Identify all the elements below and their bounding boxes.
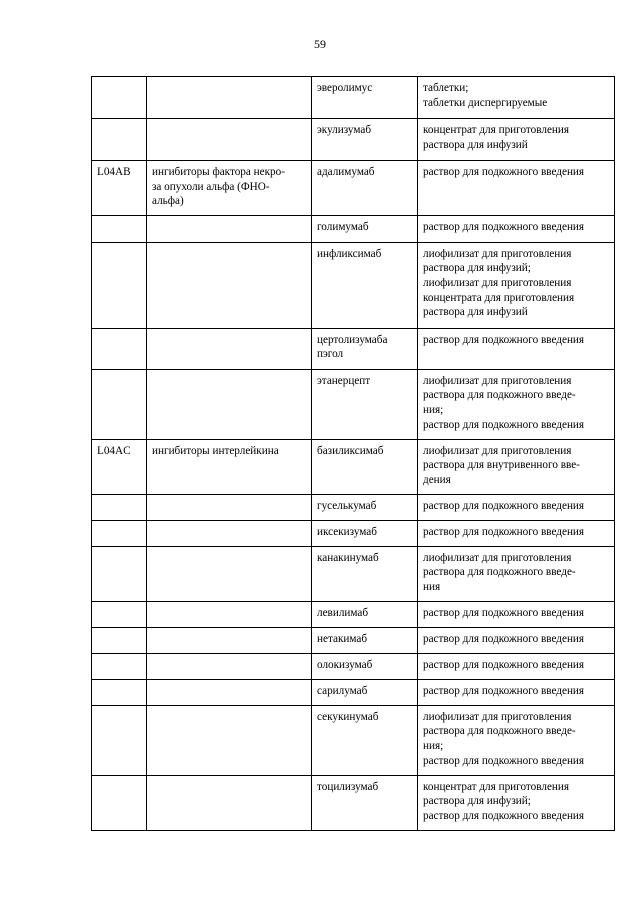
drug-name-cell: базиликсимаб — [312, 439, 418, 494]
group-cell — [147, 679, 312, 705]
table-row — [92, 77, 615, 119]
dosage-form-cell: концентрат для приготовления раствора для инфузий — [418, 119, 615, 161]
atc-code-cell — [92, 369, 147, 439]
dosage-form-cell: лиофилизат для приготовления раствора для подкожного введе- ния; раствор для подкожного введения — [418, 369, 615, 439]
atc-code-cell — [92, 679, 147, 705]
atc-code-cell — [92, 242, 147, 328]
atc-code-cell — [92, 77, 147, 119]
group-cell — [147, 627, 312, 653]
group-cell — [147, 242, 312, 328]
drug-name-cell: секукинумаб — [312, 705, 418, 775]
atc-code-cell — [92, 215, 147, 242]
table-row — [92, 546, 615, 601]
dosage-form-cell: концентрат для приготовления раствора для инфузий; раствор для подкожного введения — [418, 775, 615, 830]
table-row — [92, 775, 615, 830]
drug-name-cell: олокизумаб — [312, 653, 418, 679]
group-cell — [147, 494, 312, 520]
group-cell — [147, 369, 312, 439]
table-row — [92, 119, 615, 161]
atc-code-cell — [92, 775, 147, 830]
table-row — [92, 679, 615, 705]
dosage-form-cell: лиофилизат для приготовления раствора для внутривенного вве- дения — [418, 439, 615, 494]
drug-name-cell: гуселькумаб — [312, 494, 418, 520]
drug-name-cell: экулизумаб — [312, 119, 418, 161]
drug-table — [91, 76, 615, 831]
dosage-form-cell: раствор для подкожного введения — [418, 328, 615, 369]
table-row — [92, 215, 615, 242]
dosage-form-cell: таблетки; таблетки диспергируемые — [418, 77, 615, 119]
atc-code-cell — [92, 494, 147, 520]
group-cell — [147, 520, 312, 546]
group-cell — [147, 653, 312, 679]
page-number: 59 — [314, 37, 326, 51]
drug-name-cell: нетакимаб — [312, 627, 418, 653]
drug-name-cell: канакинумаб — [312, 546, 418, 601]
drug-name-cell: этанерцепт — [312, 369, 418, 439]
drug-name-cell: сарилумаб — [312, 679, 418, 705]
table-row — [92, 161, 615, 216]
atc-code-cell — [92, 653, 147, 679]
table-row — [92, 369, 615, 439]
drug-name-cell: цертолизумаба пэгол — [312, 328, 418, 369]
drug-name-cell: голимумаб — [312, 215, 418, 242]
table-row — [92, 494, 615, 520]
dosage-form-cell: раствор для подкожного введения — [418, 494, 615, 520]
table-row — [92, 601, 615, 627]
atc-code-cell — [92, 705, 147, 775]
dosage-form-cell: раствор для подкожного введения — [418, 215, 615, 242]
dosage-form-cell: лиофилизат для приготовления раствора для подкожного введе- ния — [418, 546, 615, 601]
dosage-form-cell: лиофилизат для приготовления раствора для инфузий; лиофилизат для приготовления концентрата для приготовления раствора для инфузий — [418, 242, 615, 328]
atc-code-cell — [92, 601, 147, 627]
table-row — [92, 328, 615, 369]
dosage-form-cell: раствор для подкожного введения — [418, 520, 615, 546]
dosage-form-cell: раствор для подкожного введения — [418, 161, 615, 216]
atc-code-cell — [92, 328, 147, 369]
group-cell — [147, 705, 312, 775]
group-cell — [147, 215, 312, 242]
drug-name-cell: иксекизумаб — [312, 520, 418, 546]
group-cell — [147, 328, 312, 369]
atc-code-cell — [92, 627, 147, 653]
dosage-form-cell: раствор для подкожного введения — [418, 653, 615, 679]
drug-name-cell: эверолимус — [312, 77, 418, 119]
atc-code-cell — [92, 546, 147, 601]
table-row — [92, 242, 615, 328]
group-cell: ингибиторы фактора некро- за опухоли альфа (ФНО- альфа) — [147, 161, 312, 216]
dosage-form-cell: раствор для подкожного введения — [418, 679, 615, 705]
group-cell — [147, 77, 312, 119]
drug-name-cell: адалимумаб — [312, 161, 418, 216]
table-row — [92, 520, 615, 546]
group-cell — [147, 546, 312, 601]
atc-code-cell: L04AB — [92, 161, 147, 216]
group-cell — [147, 601, 312, 627]
table-body — [92, 77, 615, 831]
table-row — [92, 627, 615, 653]
atc-code-cell — [92, 119, 147, 161]
drug-name-cell: инфликсимаб — [312, 242, 418, 328]
dosage-form-cell: лиофилизат для приготовления раствора для подкожного введе- ния; раствор для подкожного введения — [418, 705, 615, 775]
atc-code-cell: L04AC — [92, 439, 147, 494]
drug-name-cell: левилимаб — [312, 601, 418, 627]
dosage-form-cell: раствор для подкожного введения — [418, 601, 615, 627]
table-row — [92, 439, 615, 494]
group-cell — [147, 775, 312, 830]
dosage-form-cell: раствор для подкожного введения — [418, 627, 615, 653]
drug-name-cell: тоцилизумаб — [312, 775, 418, 830]
table-row — [92, 653, 615, 679]
atc-code-cell — [92, 520, 147, 546]
table-row — [92, 705, 615, 775]
group-cell — [147, 119, 312, 161]
group-cell: ингибиторы интерлейкина — [147, 439, 312, 494]
